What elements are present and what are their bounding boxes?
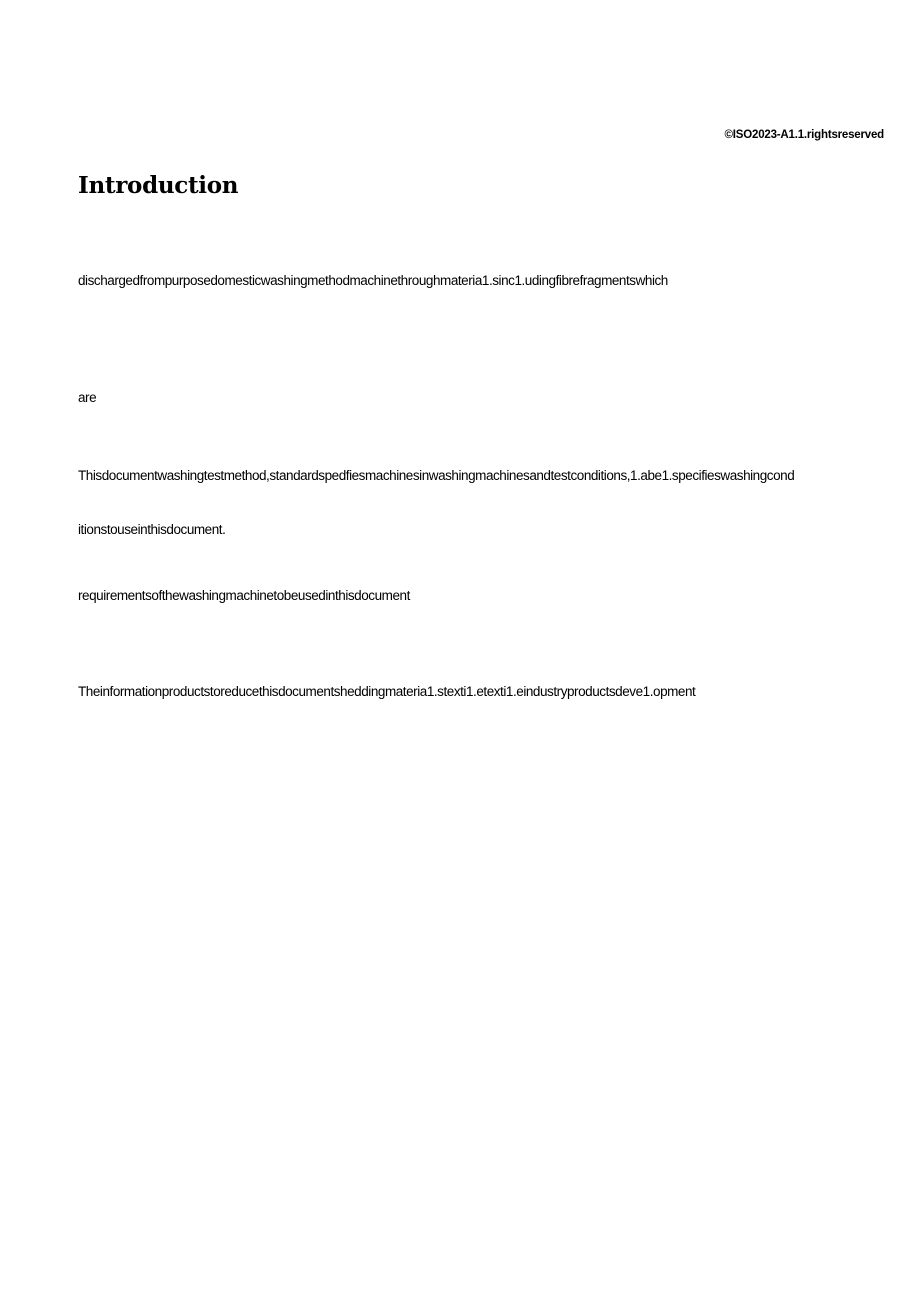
section-title: Introduction: [78, 172, 239, 199]
copyright-notice: ©ISO2023-A1.1.rightsreserved: [724, 129, 884, 141]
body-text-line: requirementsofthewashingmachinetobeusedinthisdocument: [78, 588, 410, 603]
body-text-line: dischargedfrompurposedomesticwashingmethodmachinethroughmateria1.sinc1.udingfibrefragmentswhich: [78, 273, 668, 288]
body-text-line: Theinformationproductstoreducethisdocumentsheddingmateria1.stexti1.etexti1.eindustryproductsdeve1.opment: [78, 684, 696, 699]
body-text-line: itionstouseinthisdocument.: [78, 522, 226, 537]
body-text-line: are: [78, 390, 97, 405]
body-text-line: Thisdocumentwashingtestmethod,standardspedfiesmachinesinwashingmachinesandtestconditions,1.abe1.specifieswashingcond: [78, 468, 795, 483]
